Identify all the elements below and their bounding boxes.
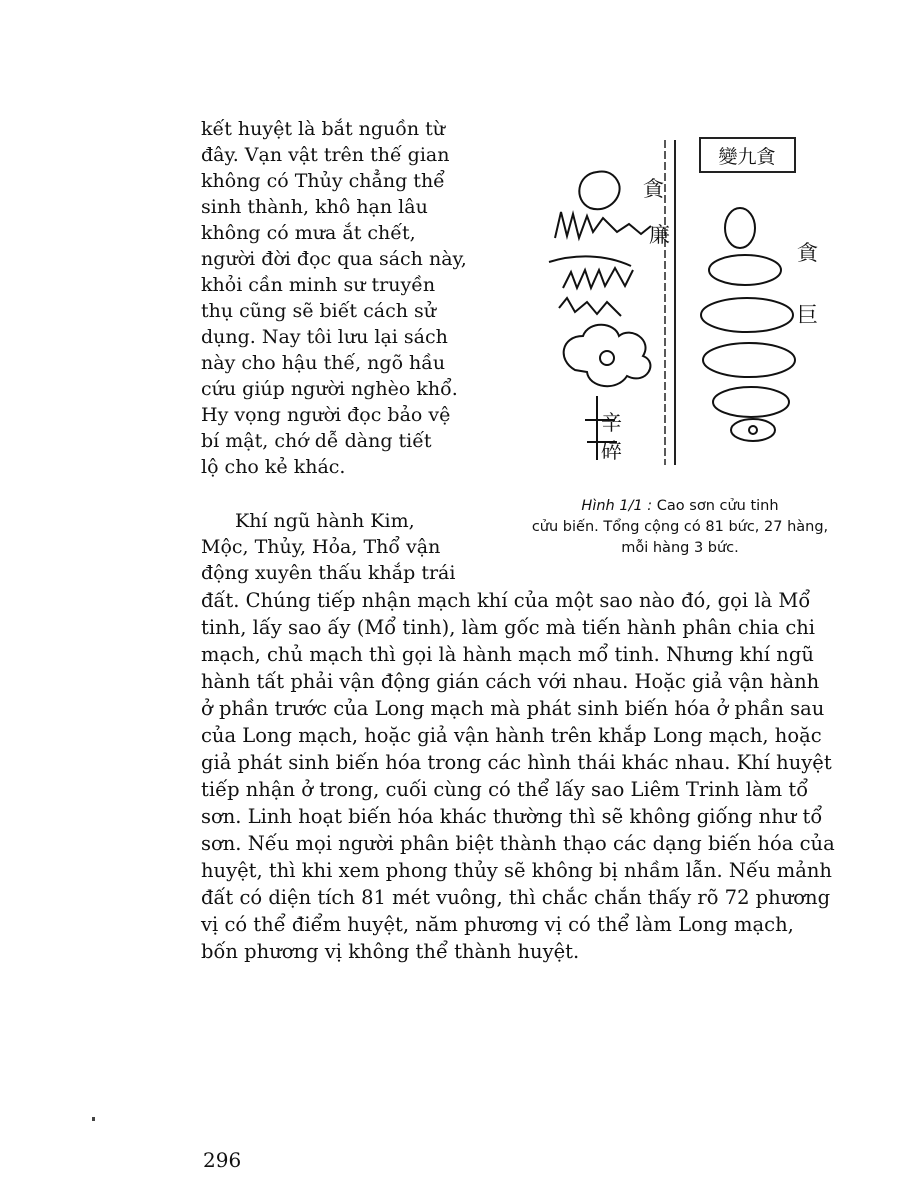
text-line: đây. Vạn vật trên thế gian [201,144,450,166]
text-line: sinh thành, khô hạn lâu [201,196,428,218]
text-line: tinh, lấy sao ấy (Mổ tinh), làm gốc mà tiến hành phân chia chi [201,616,816,639]
text-line: vị có thể điểm huyệt, năm phương vị có thể làm Long mạch, [201,913,794,936]
text-line: không có mưa ắt chết, [201,222,416,244]
text-line: không có Thủy chẳng thể [201,170,445,192]
caption-label: Hình 1/1 : [581,498,653,514]
text-line: ở phần trước của Long mạch mà phát sinh biến hóa ở phần sau [201,697,825,720]
text-line: khỏi cần minh sư truyền [201,274,436,296]
caption-line [470,496,890,517]
page-number: 296 [203,1148,242,1172]
figure-char: 辛 [601,411,622,435]
text-line: Hy vọng người đọc bảo vệ [201,404,451,426]
text-line: lộ cho kẻ khác. [201,456,346,478]
text-line: đất có diện tích 81 mét vuông, thì chắc chắn thấy rõ 72 phương [201,886,831,909]
text-line: kết huyệt là bắt nguồn từ [201,118,446,140]
text-line: bí mật, chớ dễ dàng tiết [201,430,432,452]
text-line: giả phát sinh biến hóa trong các hình thái khác nhau. Khí huyệt [201,751,832,774]
caption-text: Cao sơn cửu tinh [656,498,779,514]
text-line: này cho hậu thế, ngõ hầu [201,352,446,374]
text-line: tiếp nhận ở trong, cuối cùng có thể lấy sao Liêm Trinh làm tổ [201,778,809,801]
caption-line: mỗi hàng 3 bức. [621,540,739,556]
caption-line: cửu biến. Tổng cộng có 81 bức, 27 hàng, [531,519,829,535]
figure-caption [470,496,890,559]
figure-char: 巨 [797,303,818,327]
text-line: sơn. Nếu mọi người phân biệt thành thạo các dạng biến hóa của [201,832,835,855]
figure-illustration [535,130,835,470]
text-line: của Long mạch, hoặc giả vận hành trên khắp Long mạch, hoặc [201,724,822,747]
text-line: động xuyên thấu khắp trái [201,562,456,584]
text-line: Mộc, Thủy, Hỏa, Thổ vận [201,536,441,558]
text-line: huyệt, thì khi xem phong thủy sẽ không bị nhầm lẫn. Nếu mảnh [201,859,832,882]
figure-char: 貪 [797,241,818,265]
text-line: mạch, chủ mạch thì gọi là hành mạch mổ tinh. Nhưng khí ngũ [201,643,814,666]
scan-mark [92,1117,95,1121]
text-line: thụ cũng sẽ biết cách sử [201,300,436,322]
text-line: đất. Chúng tiếp nhận mạch khí của một sao nào đó, gọi là Mổ [201,589,811,612]
text-line: hành tất phải vận động gián cách với nhau. Hoặc giả vận hành [201,670,820,693]
text-line: dụng. Nay tôi lưu lại sách [201,326,448,348]
text-line: sơn. Linh hoạt biến hóa khác thường thì sẽ không giống như tổ [201,805,823,828]
text-line: cứu giúp người nghèo khổ. [201,378,458,400]
figure-header-text: 變九貪 [718,146,776,168]
figure-char: 碎 [601,439,622,463]
figure-drawing [535,130,835,470]
text-line: người đời đọc qua sách này, [201,248,467,270]
paragraph-start-line: Khí ngũ hành Kim, [235,510,415,532]
figure-char: 廉 [649,223,670,247]
text-line: bốn phương vị không thể thành huyệt. [201,940,580,963]
figure-char: 貪 [643,177,664,201]
